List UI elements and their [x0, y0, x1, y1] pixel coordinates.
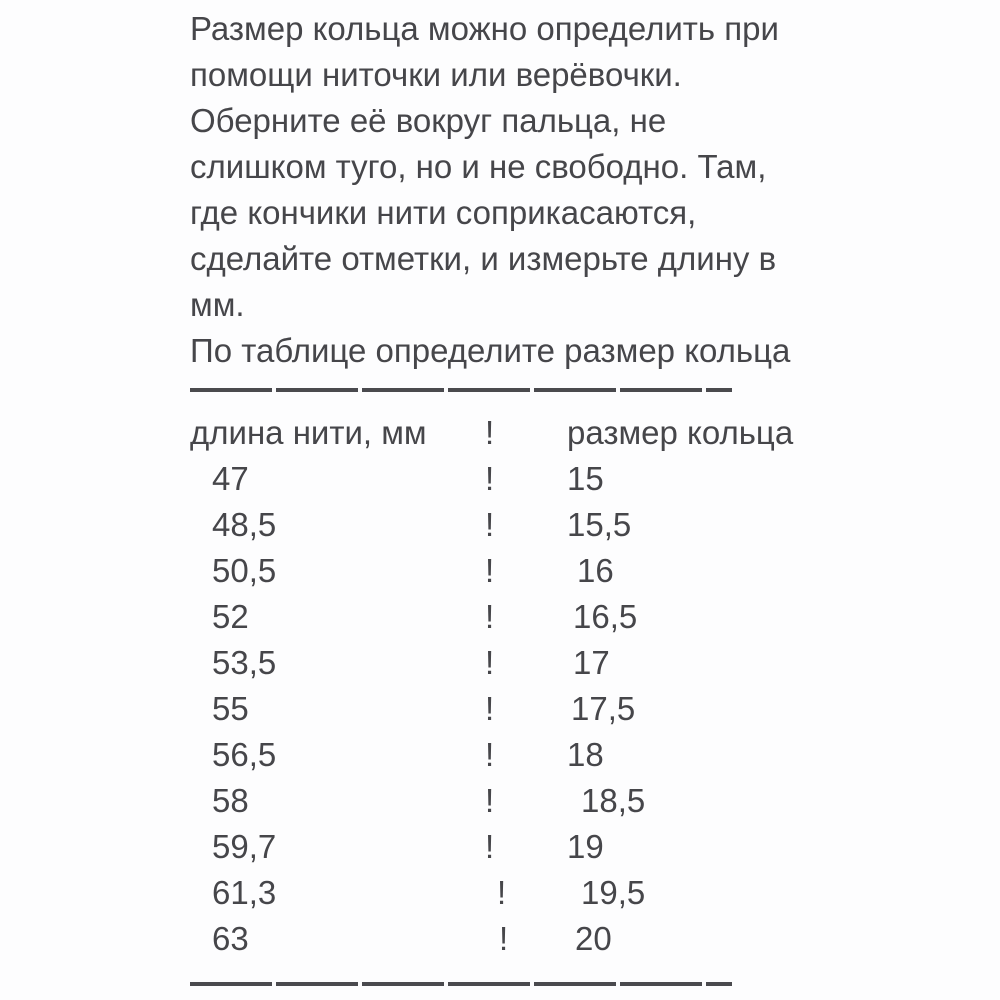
- thread-length-value: 58: [212, 782, 249, 819]
- table-row: [190, 686, 1000, 732]
- table-header-row: [190, 410, 1000, 456]
- intro-line: помощи ниточки или верёвочки.: [190, 56, 682, 93]
- table-row: [190, 456, 1000, 502]
- ring-size-value: 17: [573, 644, 610, 681]
- ring-size-value: 15: [567, 460, 604, 497]
- ring-size-value: 17,5: [571, 690, 636, 727]
- row-separator: !: [485, 598, 495, 635]
- row-separator: !: [485, 690, 495, 727]
- divider-top: [190, 388, 1000, 392]
- column-header-thread-length: длина нити, мм: [190, 414, 427, 451]
- ring-size-value: 18,5: [581, 782, 646, 819]
- intro-line: Размер кольца можно определить при: [190, 10, 779, 47]
- divider-bottom: [190, 982, 1000, 986]
- intro-line: По таблице определите размер кольца: [190, 332, 791, 369]
- thread-length-value: 55: [212, 690, 249, 727]
- intro-line: Оберните её вокруг пальца, не: [190, 102, 667, 139]
- intro-line: мм.: [190, 286, 245, 323]
- table-row: [190, 824, 1000, 870]
- column-separator: !: [485, 414, 495, 451]
- ring-size-value: 16: [577, 552, 614, 589]
- row-separator: !: [485, 782, 495, 819]
- row-separator: !: [485, 644, 495, 681]
- table-row: [190, 502, 1000, 548]
- row-separator: !: [497, 874, 507, 911]
- thread-length-value: 59,7: [212, 828, 277, 865]
- row-separator: !: [485, 460, 495, 497]
- column-header-ring-size: размер кольца: [567, 414, 794, 451]
- ring-size-value: 20: [575, 920, 612, 957]
- table-row: [190, 640, 1000, 686]
- table-row: [190, 778, 1000, 824]
- ring-size-value: 16,5: [573, 598, 638, 635]
- ring-size-value: 19,5: [581, 874, 646, 911]
- thread-length-value: 63: [212, 920, 249, 957]
- ring-size-value: 18: [567, 736, 604, 773]
- row-separator: !: [499, 920, 509, 957]
- intro-line: где кончики нити соприкасаются,: [190, 194, 697, 231]
- thread-length-value: 61,3: [212, 874, 277, 911]
- ring-size-table: [190, 410, 1000, 962]
- table-row: [190, 548, 1000, 594]
- thread-length-value: 47: [212, 460, 249, 497]
- table-row: [190, 594, 1000, 640]
- table-row: [190, 916, 1000, 962]
- ring-size-value: 15,5: [567, 506, 632, 543]
- row-separator: !: [485, 552, 495, 589]
- row-separator: !: [485, 828, 495, 865]
- ring-size-value: 19: [567, 828, 604, 865]
- thread-length-value: 48,5: [212, 506, 277, 543]
- thread-length-value: 52: [212, 598, 249, 635]
- thread-length-value: 56,5: [212, 736, 277, 773]
- intro-line: слишком туго, но и не свободно. Там,: [190, 148, 767, 185]
- intro-line: сделайте отметки, и измерьте длину в: [190, 240, 777, 277]
- row-separator: !: [485, 736, 495, 773]
- thread-length-value: 53,5: [212, 644, 277, 681]
- table-row: [190, 870, 1000, 916]
- row-separator: !: [485, 506, 495, 543]
- thread-length-value: 50,5: [212, 552, 277, 589]
- table-row: [190, 732, 1000, 778]
- intro-text: [190, 6, 1000, 374]
